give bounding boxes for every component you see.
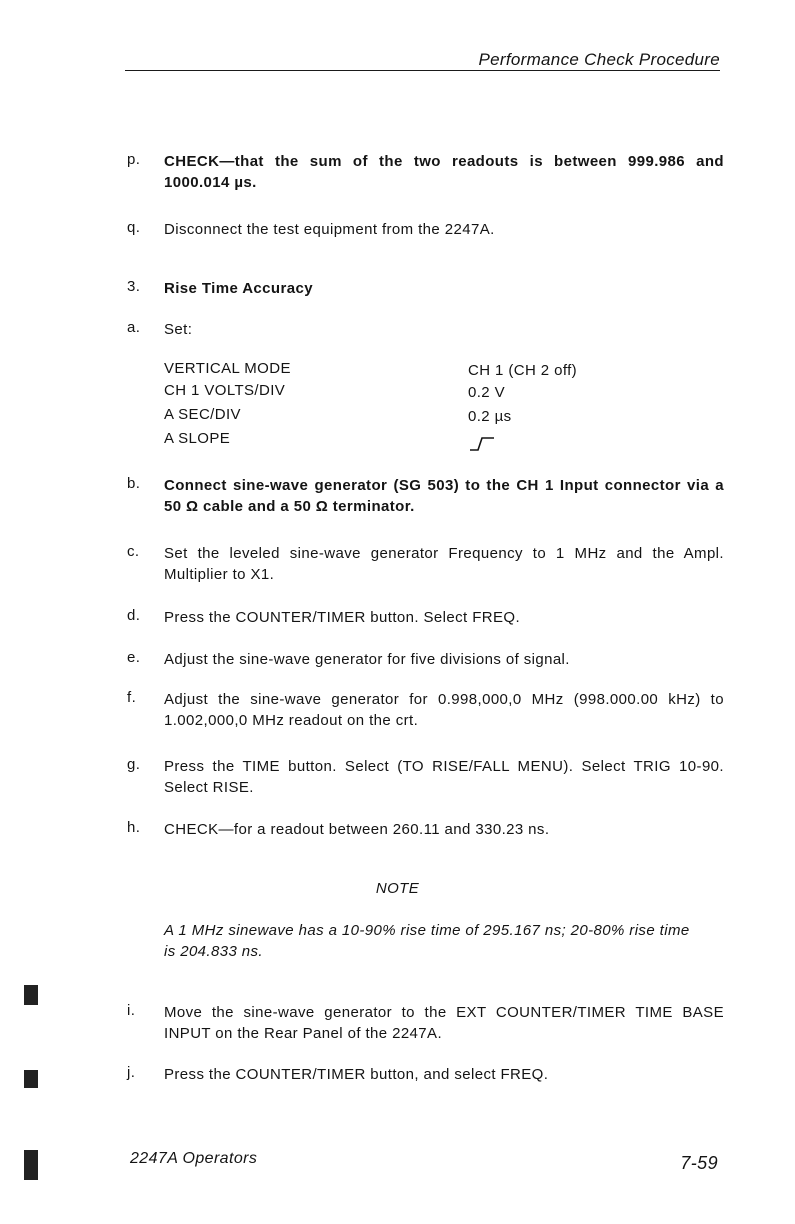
step-label-g: g. [127,756,141,773]
step-label-h: h. [127,819,141,836]
step-text-e: Adjust the sine-wave generator for five divisions of signal. [164,651,570,668]
step-label-c: c. [127,543,140,560]
setting-name: A SLOPE [164,430,231,447]
step-label-q: q. [127,219,141,236]
step-text-a: Set: [164,321,193,338]
setting-name: A SEC/DIV [164,406,241,423]
section-number: 3. [127,278,141,295]
step-text-h: CHECK—for a readout between 260.11 and 330.23 ns. [164,821,550,838]
binding-mark [24,985,38,1005]
step-text-p: CHECK—that the sum of the two readouts is between 999.986 and 1000.014 µs. [164,153,724,191]
note-title: NOTE [375,880,420,897]
step-label-i: i. [127,1002,136,1019]
step-text-q: Disconnect the test equipment from the 2247A. [164,221,495,238]
step-label-p: p. [127,151,141,168]
step-label-f: f. [127,689,137,706]
note-text: A 1 MHz sinewave has a 10-90% rise time of 295.167 ns; 20-80% rise time is 204.833 ns. [164,922,690,960]
setting-name: CH 1 VOLTS/DIV [164,382,286,399]
setting-value: 0.2 V [468,384,506,401]
footer-manual-title: 2247A Operators [130,1150,258,1167]
footer-page-number: 7-59 [680,1153,718,1173]
step-text-j: Press the COUNTER/TIMER button, and select FREQ. [164,1066,549,1083]
positive-slope-icon [468,434,496,454]
step-text-b: Connect sine-wave generator (SG 503) to the CH 1 Input connector via a 50 Ω cable and a 50 Ω terminator. [164,477,724,515]
setting-value: CH 1 (CH 2 off) [468,362,578,379]
section-title: Rise Time Accuracy [164,280,313,297]
step-label-j: j. [127,1064,136,1081]
setting-name: VERTICAL MODE [164,360,291,377]
step-label-d: d. [127,607,141,624]
step-text-g: Press the TIME button. Select (TO RISE/FALL MENU). Select TRIG 10-90. Select RISE. [164,758,724,796]
step-label-a: a. [127,319,141,336]
step-text-d: Press the COUNTER/TIMER button. Select FREQ. [164,609,521,626]
step-text-i: Move the sine-wave generator to the EXT COUNTER/TIMER TIME BASE INPUT on the Rear Panel of the 2247A. [164,1004,724,1042]
page-header-title: Performance Check Procedure [478,50,720,69]
step-label-e: e. [127,649,141,666]
page-binding-edge [0,0,44,1224]
step-text-f: Adjust the sine-wave generator for 0.998,000,0 MHz (998.000.00 kHz) to 1.002,000,0 MHz readout on the crt. [164,691,724,729]
step-text-c: Set the leveled sine-wave generator Frequency to 1 MHz and the Ampl. Multiplier to X1. [164,545,724,583]
binding-mark [24,1070,38,1088]
header-rule [125,70,720,71]
setting-value: 0.2 µs [468,408,512,425]
binding-mark [24,1150,38,1180]
step-label-b: b. [127,475,141,492]
